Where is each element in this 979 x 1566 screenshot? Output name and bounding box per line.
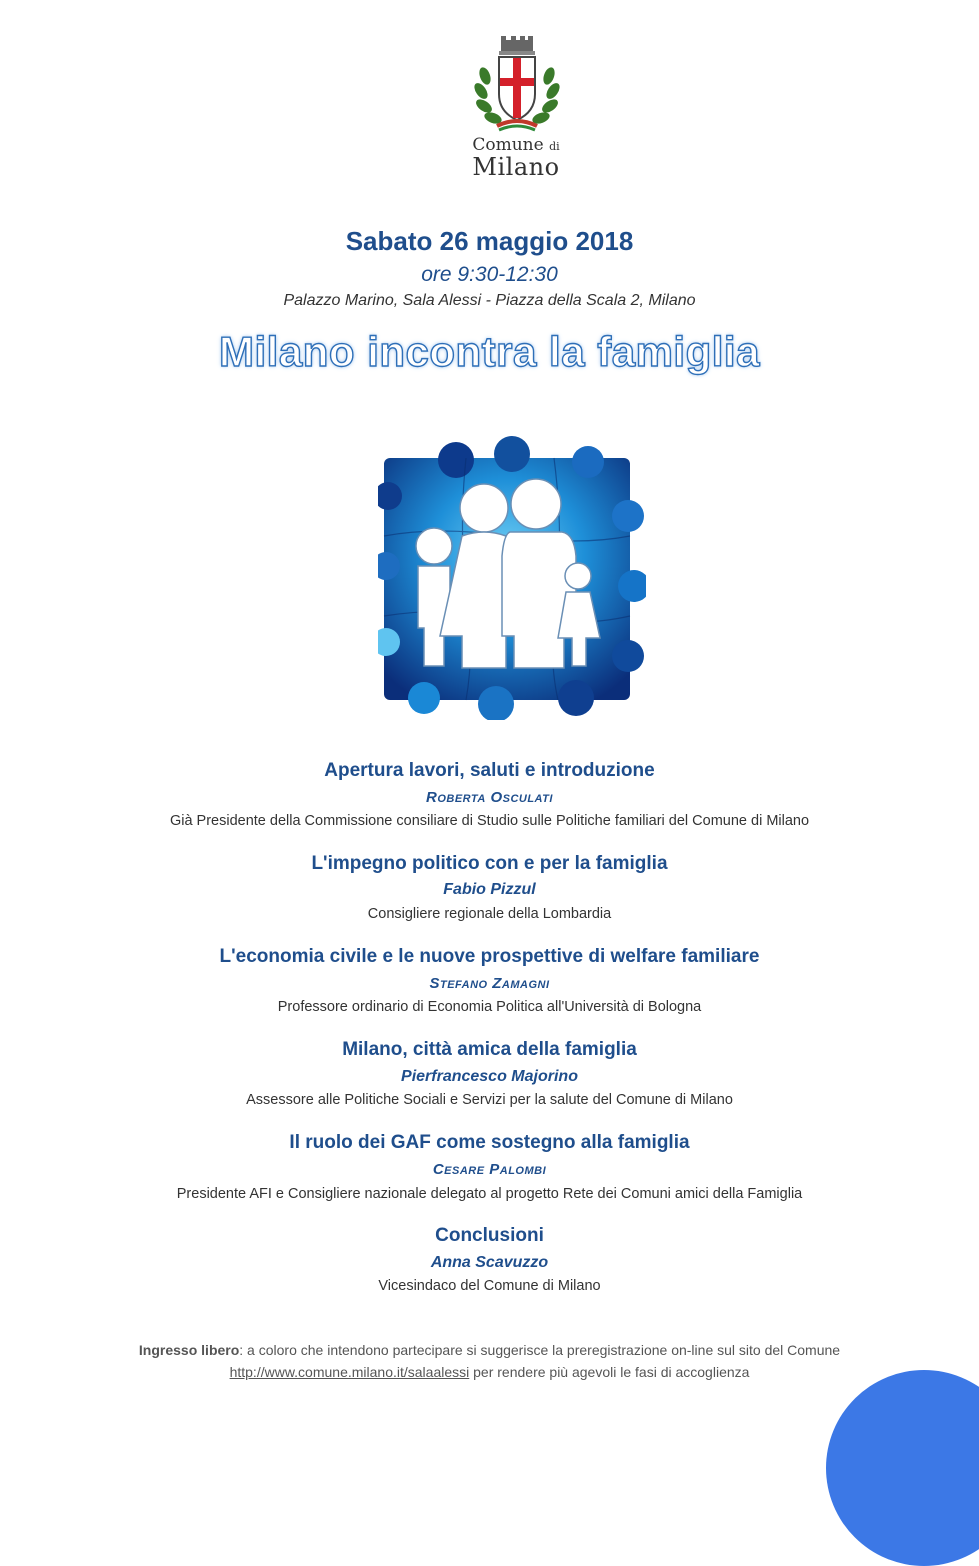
program-item-title: Milano, città amica della famiglia <box>342 1039 637 1060</box>
footer-text-end: per rendere più agevoli le fasi di accoglienza <box>469 1364 750 1380</box>
corner-circle <box>826 1370 979 1566</box>
family-puzzle-icon <box>378 436 646 720</box>
program-item-speaker: Roberta Osculati <box>426 789 553 806</box>
event-place: Palazzo Marino, Sala Alessi - Piazza della Scala 2, Milano <box>283 292 696 309</box>
footer-notice <box>0 1342 979 1358</box>
program-item-role: Vicesindaco del Comune di Milano <box>378 1278 601 1294</box>
program-item-speaker: Anna Scavuzzo <box>430 1254 549 1271</box>
program-item-role: Assessore alle Politiche Sociali e Servizi per la salute del Comune di Milano <box>246 1092 733 1108</box>
program-item-title: L'impegno politico con e per la famiglia <box>311 853 668 874</box>
logo-text-milano: Milano <box>472 153 560 181</box>
program-item-role: Professore ordinario di Economia Politica all'Università di Bologna <box>277 999 702 1015</box>
footer-link-line <box>0 1364 979 1380</box>
footer-label: Ingresso libero <box>138 1342 240 1358</box>
program-item-role: Consigliere regionale della Lombardia <box>367 906 612 922</box>
footer-text: : a coloro che intendono partecipare si suggerisce la preregistrazione on-line sul sito del Comune <box>239 1342 841 1358</box>
logo-text-comune: Comune di <box>472 135 560 155</box>
program-item-speaker: Cesare Palombi <box>432 1161 547 1178</box>
program-item-speaker: Fabio Pizzul <box>443 881 536 898</box>
event-date: Sabato 26 maggio 2018 <box>345 226 634 256</box>
program-item-speaker: Pierfrancesco Majorino <box>401 1068 578 1085</box>
event-title: Milano incontra la famiglia <box>219 328 760 375</box>
program-item-role: Già Presidente della Commissione consiliare di Studio sulle Politiche familiari del Comune di Milano <box>169 813 810 829</box>
program-item-role: Presidente AFI e Consigliere nazionale delegato al progetto Rete dei Comuni amici della Famiglia <box>176 1186 803 1202</box>
program-item-title: Il ruolo dei GAF come sostegno alla famiglia <box>289 1132 690 1153</box>
program-item-title: L'economia civile e le nuove prospettive di welfare familiare <box>219 946 760 967</box>
program-item-speaker: Stefano Zamagni <box>429 975 550 992</box>
program-item-title: Apertura lavori, saluti e introduzione <box>324 760 655 781</box>
coat-of-arms-icon <box>467 36 567 136</box>
program-item-title: Conclusioni <box>435 1225 544 1246</box>
registration-link[interactable]: http://www.comune.milano.it/salaalessi <box>229 1364 470 1380</box>
event-time: ore 9:30-12:30 <box>421 263 558 286</box>
